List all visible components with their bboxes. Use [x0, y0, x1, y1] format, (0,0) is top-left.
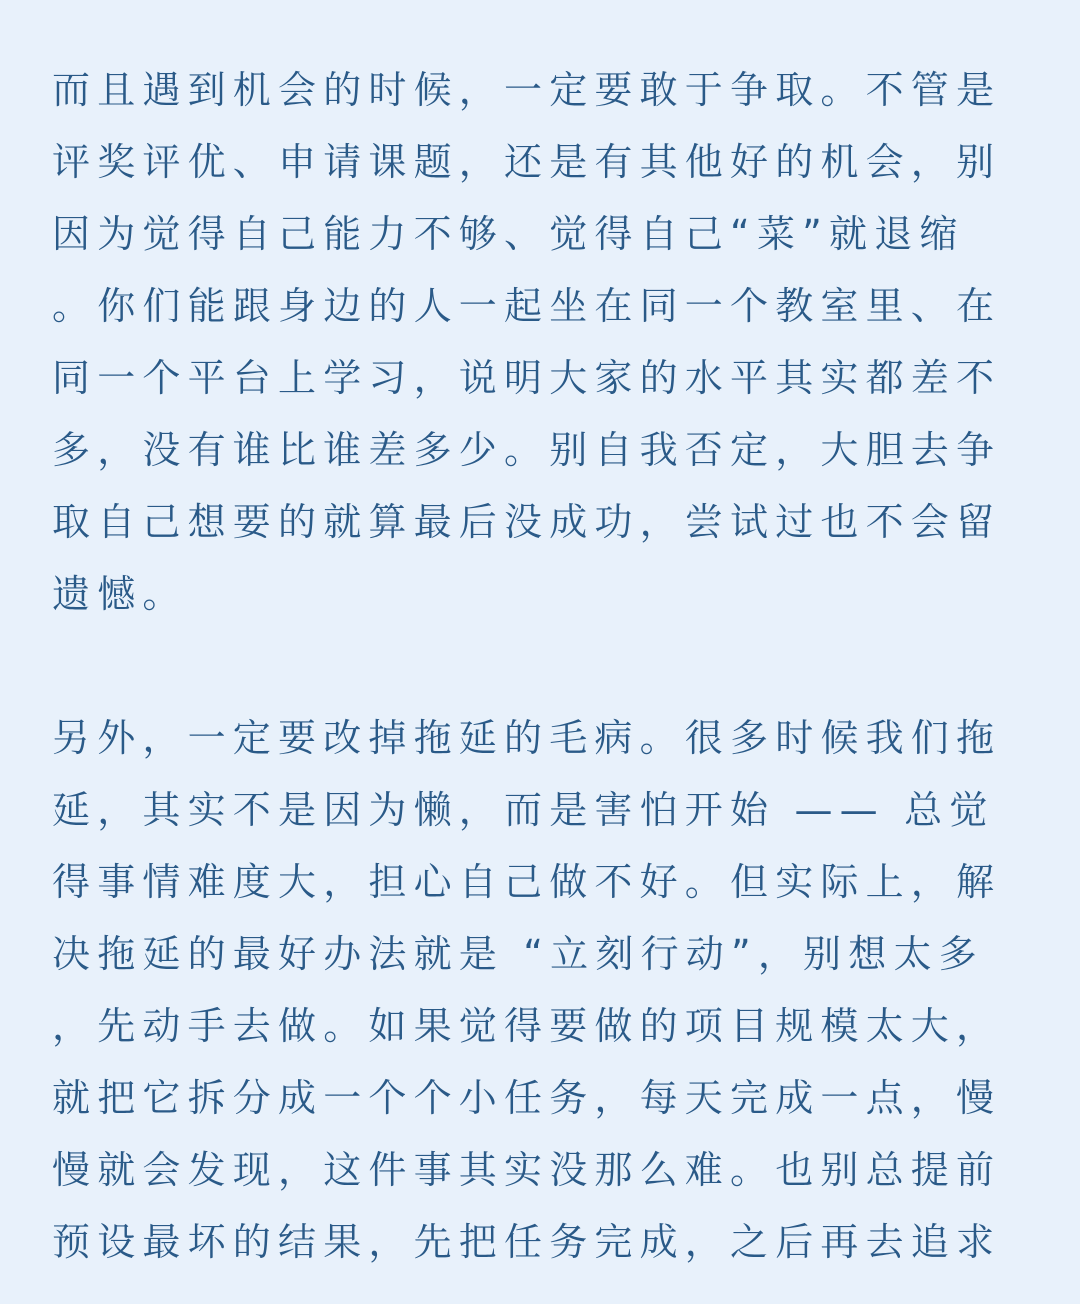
text-line: 预设最坏的结果，先把任务完成，之后再去追求 [52, 1220, 1002, 1264]
text-line: 取自己想要的就算最后没成功，尝试过也不会留 [52, 500, 1002, 544]
text-line: 得事情难度大，担心自己做不好。但实际上，解 [52, 860, 1002, 904]
text-line: ，先动手去做。如果觉得要做的项目规模太大， [52, 1004, 1002, 1048]
text-line: 而且遇到机会的时候，一定要敢于争取。不管是 [52, 68, 1002, 112]
text-line: 就把它拆分成一个个小任务，每天完成一点，慢 [52, 1076, 1002, 1120]
text-line: 。你们能跟身边的人一起坐在同一个教室里、在 [52, 284, 1002, 328]
text-line: 多，没有谁比谁差多少。别自我否定，大胆去争 [52, 428, 1002, 472]
paragraph-spacer [52, 630, 1080, 702]
text-line: 慢就会发现，这件事其实没那么难。也别总提前 [52, 1148, 1002, 1192]
text-line: 同一个平台上学习，说明大家的水平其实都差不 [52, 356, 1002, 400]
text-line: 评奖评优、申请课题，还是有其他好的机会，别 [52, 140, 1002, 184]
text-line: 决拖延的最好办法就是 “立刻行动”，别想太多 [52, 932, 984, 976]
text-line: 遗憾。 [52, 572, 188, 616]
text-line: 延，其实不是因为懒，而是害怕开始 —— 总觉 [52, 788, 995, 832]
text-line: 另外，一定要改掉拖延的毛病。很多时候我们拖 [52, 716, 1002, 760]
paragraph-seize-opportunities [52, 54, 1080, 630]
paragraph-procrastination [52, 702, 1080, 1278]
text-line: 因为觉得自己能力不够、觉得自己“菜”就退缩 [52, 212, 965, 256]
